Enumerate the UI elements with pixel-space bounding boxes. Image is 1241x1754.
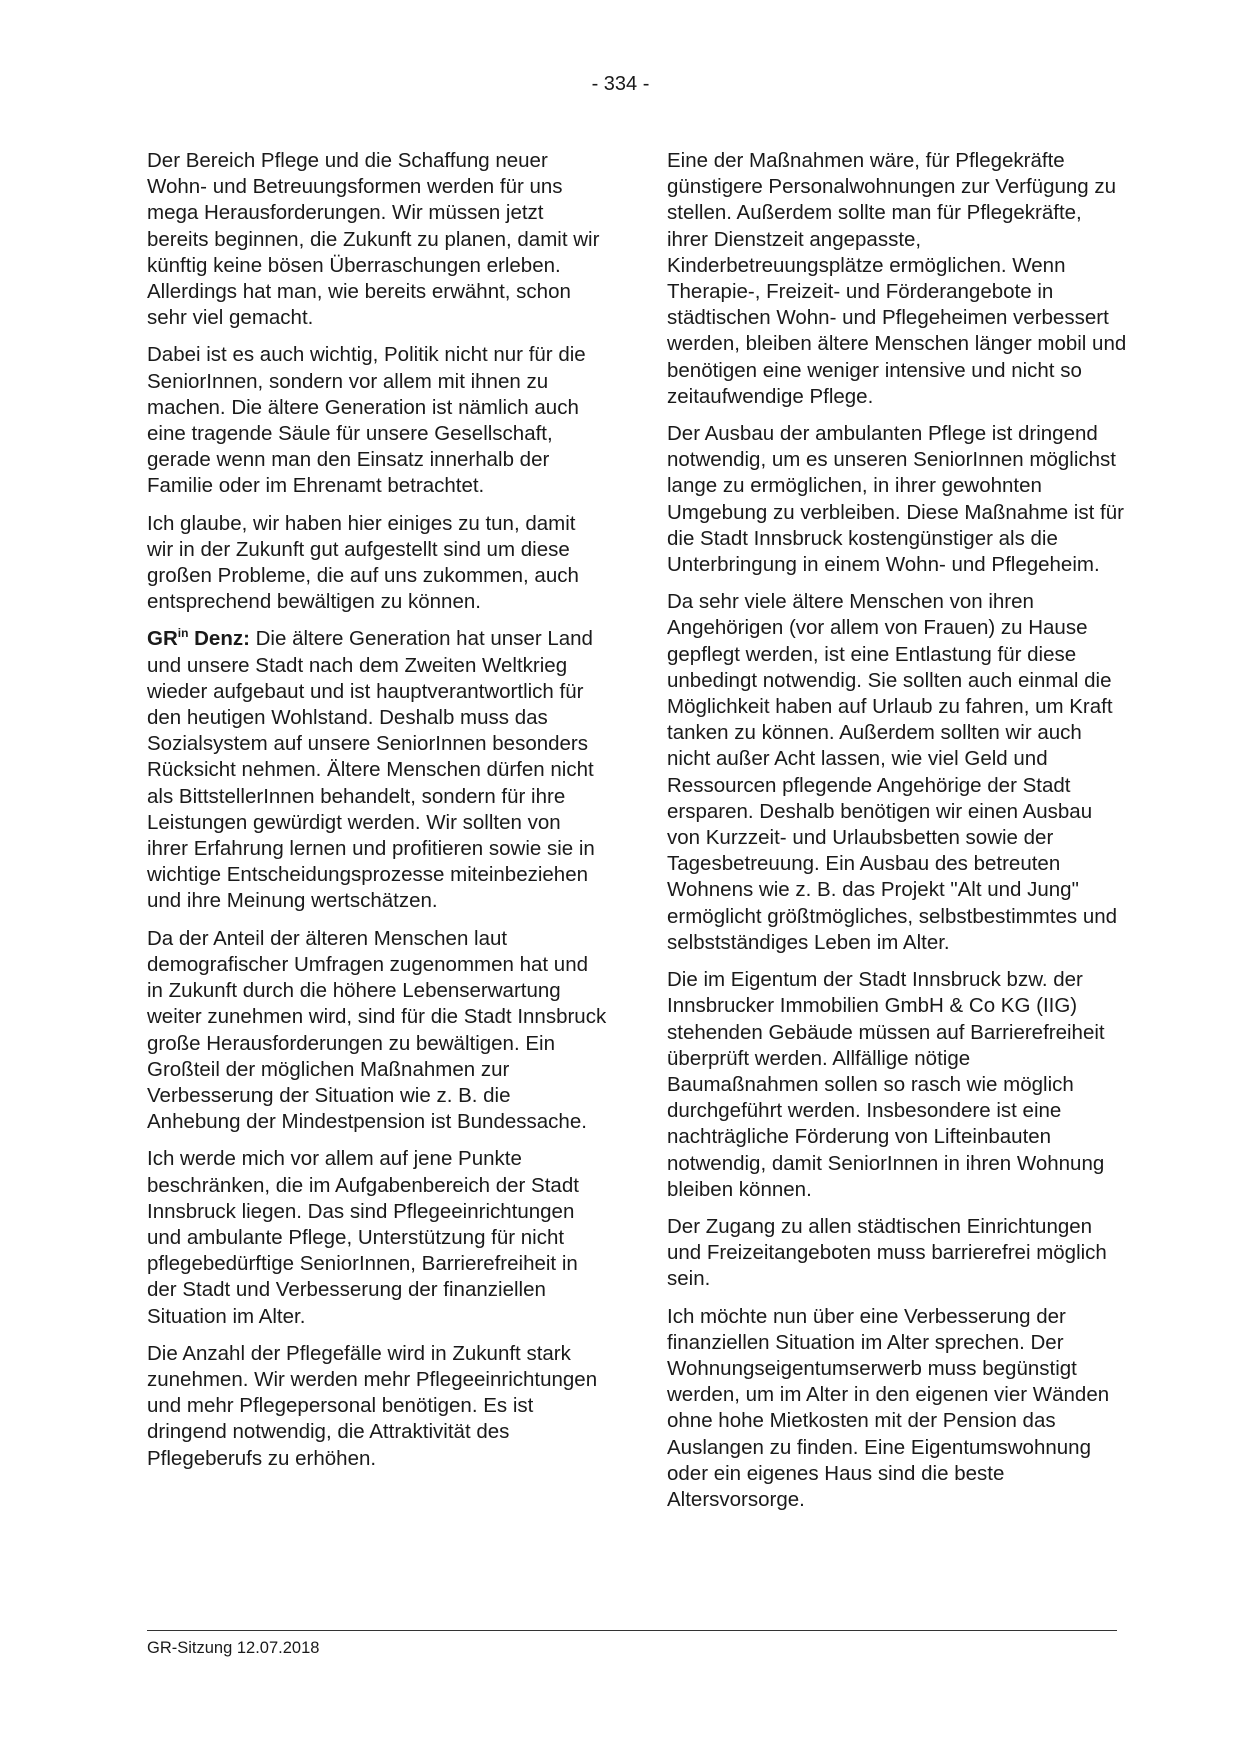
paragraph: Der Zugang zu allen städtischen Einrichtungen und Freizeitangeboten muss barrierefrei möglich sein. (667, 1214, 1107, 1291)
paragraph: Der Ausbau der ambulanten Pflege ist dringend notwendig, um es unseren SeniorInnen möglichst lange zu ermöglichen, in ihrer gewohnten Umgebung zu verbleiben. Diese Maßnahme ist für die Stadt Innsbruck kostengünstiger als die Unterbringung in einem Wohn- und Pflegeheim. (667, 422, 1124, 577)
speaker-title-suffix: in (177, 626, 189, 641)
paragraph: Die im Eigentum der Stadt Innsbruck bzw. der Innsbrucker Immobilien GmbH & Co KG (IIG) stehenden Gebäude müssen auf Barrierefreiheit überprüft werden. Allfällige nötige Baumaßnahmen sollen so rasch wie möglich durchgeführt werden. Insbesondere ist eine nachträgliche Förderung von Lifteinbauten notwendig, damit SeniorInnen in ihren Wohnung bleiben können. (667, 968, 1105, 1201)
speaker-text: Die ältere Generation hat unser Land und unsere Stadt nach dem Zweiten Weltkrieg wieder aufgebaut und ist hauptverantwortlich für den heutigen Wohlstand. Deshalb muss das Sozialsystem auf unsere SeniorInnen besonders Rücksicht nehmen. Ältere Menschen dürfen nicht als BittstellerInnen behandelt, sondern für ihre Leistungen gewürdigt werden. Wir sollten von ihrer Erfahrung lernen und profitieren sowie sie in wichtige Entscheidungsprozesse miteinbeziehen und ihre Meinung wertschätzen. (147, 627, 595, 913)
speaker-name: Denz: (188, 627, 250, 651)
speaker-title: GR (147, 627, 178, 651)
paragraph: Ich werde mich vor allem auf jene Punkte beschränken, die im Aufgabenbereich der Stadt Innsbruck liegen. Das sind Pflegeeinrichtungen und ambulante Pflege, Unterstützung für nicht pflegebedürftige SeniorInnen, Barrierefreiheit in der Stadt und Verbesserung der finanziellen Situation im Alter. (147, 1147, 579, 1328)
speaker-paragraph (147, 626, 607, 914)
paragraph: Die Anzahl der Pflegefälle wird in Zukunft stark zunehmen. Wir werden mehr Pflegeeinrichtungen und mehr Pflegepersonal benötigen. Es ist dringend notwendig, die Attraktivität des Pflegeberufs zu erhöhen. (147, 1341, 598, 1470)
page-number: - 334 - (591, 73, 650, 95)
footer-divider (147, 1630, 1117, 1631)
paragraph: Eine der Maßnahmen wäre, für Pflegekräfte günstigere Personalwohnungen zur Verfügung zu stellen. Außerdem sollte man für Pflegekräfte, ihrer Dienstzeit angepasste, Kinderbetreuungsplätze ermöglichen. Wenn Therapie-, Freizeit- und Förderangebote in städtischen Wohn- und Pflegeheimen verbessert werden, bleiben ältere Menschen länger mobil und benötigen eine weniger intensive und nicht so zeitaufwendige Pflege. (667, 149, 1127, 408)
paragraph: Da der Anteil der älteren Menschen laut demografischer Umfragen zugenommen hat und in Zukunft durch die höhere Lebenserwartung weiter zunehmen wird, sind für die Stadt Innsbruck große Herausforderungen zu bewältigen. Ein Großteil der möglichen Maßnahmen zur Verbesserung der Situation wie z. B. die Anhebung der Mindestpension ist Bundessache. (147, 926, 607, 1134)
paragraph: Ich glaube, wir haben hier einiges zu tun, damit wir in der Zukunft gut aufgestellt sind um diese großen Probleme, die auf uns zukommen, auch entsprechend bewältigen zu können. (147, 511, 579, 614)
paragraph: Da sehr viele ältere Menschen von ihren Angehörigen (vor allem von Frauen) zu Hause gepflegt werden, ist eine Entlastung für diese unbedingt notwendig. Sie sollten auch einmal die Möglichkeit haben auf Urlaub zu fahren, um Kraft tanken zu können. Außerdem sollten wir auch nicht außer Acht lassen, wie viel Geld und Ressourcen pflegende Angehörige der Stadt ersparen. Deshalb benötigen wir einen Ausbau von Kurzzeit- und Urlaubsbetten sowie der Tagesbetreuung. Ein Ausbau des betreuten Wohnens wie z. B. das Projekt "Alt und Jung" ermöglicht größtmögliches, selbstbestimmtes und selbstständiges Leben im Alter. (667, 590, 1118, 954)
speaker-label (147, 627, 250, 650)
right-column (667, 148, 1127, 1524)
paragraph: Der Bereich Pflege und die Schaffung neuer Wohn- und Betreuungsformen werden für uns mega Herausforderungen. Wir müssen jetzt bereits beginnen, die Zukunft zu planen, damit wir künftig keine bösen Überraschungen erleben. Allerdings hat man, wie bereits erwähnt, schon sehr viel gemacht. (147, 149, 600, 330)
left-column (147, 148, 607, 1483)
paragraph: Ich möchte nun über eine Verbesserung der finanziellen Situation im Alter sprechen. Der Wohnungseigentumserwerb muss begünstigt werden, um im Alter in den eigenen vier Wänden ohne hohe Mietkosten mit der Pension das Auslangen zu finden. Eine Eigentumswohnung oder ein eigenes Haus sind die beste Altersvorsorge. (667, 1304, 1110, 1511)
footer-session-date: GR-Sitzung 12.07.2018 (147, 1639, 320, 1657)
paragraph: Dabei ist es auch wichtig, Politik nicht nur für die SeniorInnen, sondern vor allem mit ihnen zu machen. Die ältere Generation ist nämlich auch eine tragende Säule für unsere Gesellschaft, gerade wenn man den Einsatz innerhalb der Familie oder im Ehrenamt betrachtet. (147, 343, 586, 498)
